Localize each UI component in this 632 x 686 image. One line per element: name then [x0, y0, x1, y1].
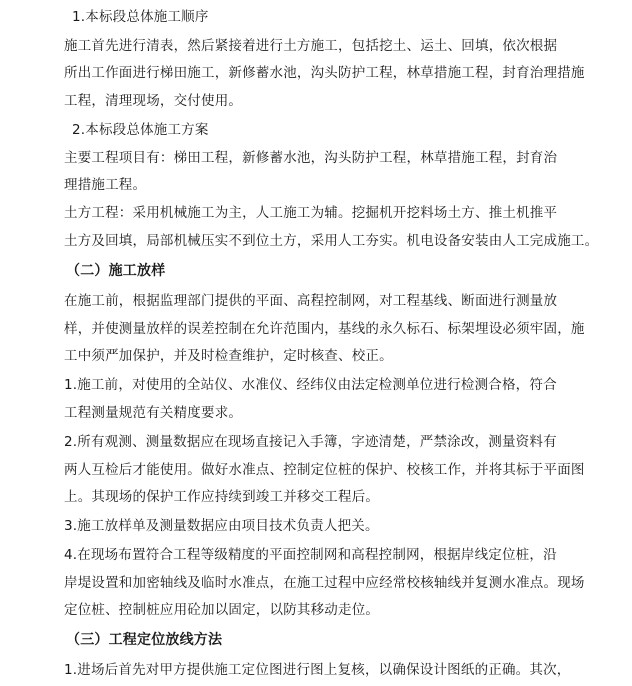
- paragraph-line: 2.所有观测、测量数据应在现场直接记入手簿，字迹清楚，严禁涂改，测量资料有: [64, 434, 557, 450]
- paragraph-line: 理措施工程。: [64, 177, 147, 193]
- paragraph-line: 两人互检后才能使用。做好水准点、控制定位桩的保护、校核工作，并将其标于平面图: [64, 462, 585, 478]
- section-item-1-title: 1.本标段总体施工顺序: [72, 9, 209, 25]
- paragraph-line: 工中须严加保护，并及时检查维护，定时核查、校正。: [64, 348, 393, 364]
- paragraph-line: 施工首先进行清表，然后紧接着进行土方施工，包括挖土、运土、回填，依次根据: [64, 38, 558, 54]
- paragraph-line: 样，并使测量放样的误差控制在允许范围内，基线的永久标石、标架埋设必须牢固，施: [64, 321, 585, 337]
- paragraph-line: 在施工前，根据监理部门提供的平面、高程控制网，对工程基线、断面进行测量放: [64, 293, 558, 309]
- paragraph-line: 定位桩、控制桩应用砼加以固定，以防其移动走位。: [64, 602, 380, 618]
- section-heading-2: （二）施工放样: [66, 263, 166, 279]
- paragraph-line: 工程测量规范有关精度要求。: [64, 405, 243, 421]
- section-item-2-title: 2.本标段总体施工方案: [72, 122, 209, 138]
- paragraph-line: 上。其现场的保护工作应持续到竣工并移交工程后。: [64, 489, 380, 505]
- paragraph-line: 土方及回填，局部机械压实不到位土方，采用人工夯实。机电设备安装由人工完成施工。: [64, 233, 599, 249]
- section-heading-3: （三）工程定位放线方法: [66, 632, 223, 648]
- paragraph-line: 主要工程项目有：梯田工程，新修蓄水池，沟头防护工程，林草措施工程，封育治: [64, 150, 558, 166]
- paragraph-line: 1.施工前，对使用的全站仪、水准仪、经纬仪由法定检测单位进行检测合格，符合: [64, 377, 557, 393]
- paragraph-line: 4.在现场布置符合工程等级精度的平面控制网和高程控制网，根据岸线定位桩，沿: [64, 547, 557, 563]
- paragraph-line: 土方工程：采用机械施工为主，人工施工为辅。挖掘机开挖料场土方、推土机推平: [64, 205, 558, 221]
- paragraph-line: 岸堤设置和加密轴线及临时水准点，在施工过程中应经常校核轴线并复测水准点。现场: [64, 575, 585, 591]
- paragraph-line: 3.施工放样单及测量数据应由项目技术负责人把关。: [64, 518, 379, 534]
- paragraph-line: 工程，清理现场，交付使用。: [64, 93, 243, 109]
- paragraph-line: 1.进场后首先对甲方提供施工定位图进行图上复核，以确保设计图纸的正确。其次，: [64, 662, 571, 678]
- paragraph-line: 所出工作面进行梯田施工，新修蓄水池，沟头防护工程，林草措施工程，封育治理措施: [64, 65, 585, 81]
